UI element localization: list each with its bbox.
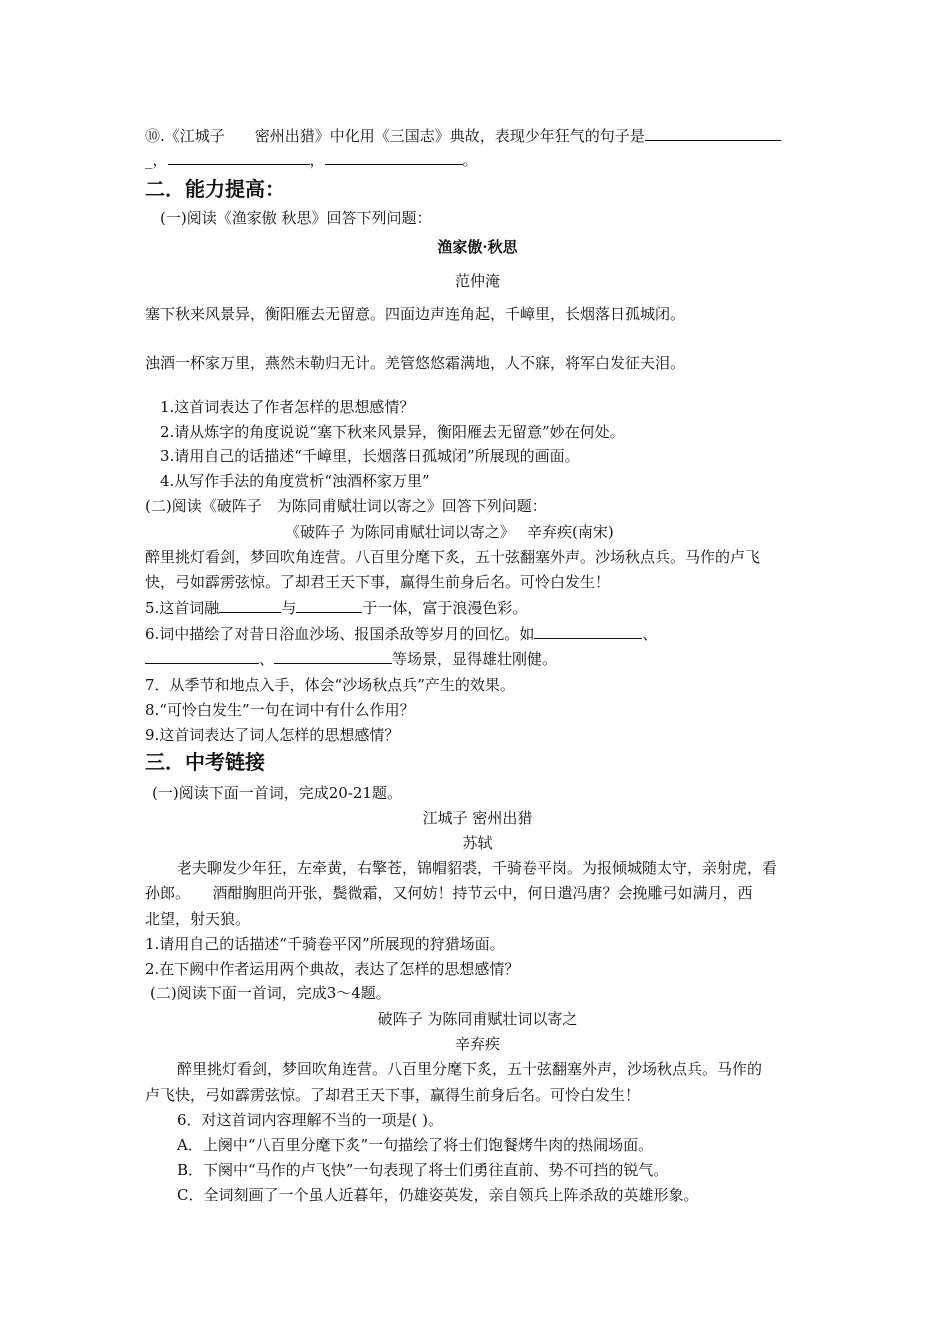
q5-part-c: 于一体，富于浪漫色彩。 (362, 599, 528, 617)
q10-cont: _， (145, 151, 168, 169)
s3-option-a: A．上阕中“八百里分麾下炙”一句描绘了将士们饱餐烤牛肉的热闹场面。 (177, 1136, 654, 1154)
s2-poem2-text1: 醉里挑灯看剑，梦回吹角连营。八百里分麾下炙，五十弦翻塞外声。沙场秋点兵。马作的卢飞 (145, 548, 761, 566)
s3-part1-intro: (一)阅读下面一首词，完成20-21题。 (152, 784, 402, 802)
s2-q7: 7．从季节和地点入手，体会“沙场秋点兵”产生的效果。 (145, 676, 515, 694)
s3-option-b: B．下阕中“马作的卢飞快”一句表现了将士们勇往直前、势不可挡的锐气。 (177, 1161, 669, 1179)
s3-option-c: C．全词刻画了一个虽人近暮年，仍雄姿英发，亲自领兵上阵杀敌的英雄形象。 (177, 1186, 699, 1204)
s3-part2-intro: (二)阅读下面一首词，完成3～4题。 (150, 984, 391, 1002)
s2-poem1-line1: 塞下秋来风景异，衡阳雁去无留意。四面边声连角起，千嶂里，长烟落日孤城闭。 (145, 305, 686, 323)
q6-blank-2[interactable] (145, 649, 259, 664)
q10-text: ⑩.《江城子 密州出猎》中化用《三国志》典故，表现少年狂气的句子是 (145, 127, 645, 145)
s3-poem1-text3: 北望，射天狼。 (145, 910, 251, 928)
section3-heading: 三．中考链接 (145, 750, 265, 774)
s2-poem1-author: 范仲淹 (454, 272, 500, 290)
q10-blank-2[interactable] (168, 150, 310, 165)
s3-poem1-text2: 孙郎。 酒酣胸胆尚开张，鬓微霜，又何妨！持节云中，何日遣冯唐？会挽雕弓如满月，西 (145, 884, 753, 902)
s2-question-2: 2.请从炼字的角度说说“塞下秋来风景异，衡阳雁去无留意”妙在何处。 (160, 423, 625, 441)
s3-poem2-title: 破阵子 为陈同甫赋壮词以寄之 (377, 1010, 578, 1028)
s3-poem2-author: 辛弃疾 (454, 1035, 500, 1053)
q10-end: 。 (462, 151, 478, 169)
q5-blank-2[interactable] (296, 598, 362, 613)
s3-poem1-title: 江城子 密州出猎 (422, 809, 533, 827)
q6-part-d: 等场景，显得雄壮刚健。 (392, 650, 558, 668)
s2-question-3: 3.请用自己的话描述“千嶂里，长烟落日孤城闭”所展现的画面。 (160, 447, 580, 465)
s2-q9: 9.这首词表达了词人怎样的思想感情？ (145, 726, 400, 744)
q10-line (145, 126, 815, 146)
s2-q6-line (145, 624, 815, 644)
section2-heading: 二．能力提高： (145, 177, 285, 201)
s2-poem2-header: 《破阵子 为陈同甫赋壮词以寄之》 辛弃疾(南宋) (285, 523, 614, 541)
s3-q1: 1.请用自己的话描述“千骑卷平冈”所展现的狩猎场面。 (145, 935, 505, 953)
s2-q8: 8.“可怜白发生”一句在词中有什么作用？ (145, 701, 415, 719)
s2-poem1-line2: 浊酒一杯家万里，燕然未勒归无计。羌管悠悠霜满地，人不寐，将军白发征夫泪。 (145, 354, 686, 372)
q10-line-2 (145, 150, 815, 170)
s3-poem1-author: 苏轼 (462, 834, 493, 852)
s3-q6: 6．对这首词内容理解不当的一项是( )。 (177, 1111, 444, 1129)
s2-poem2-text2: 快，弓如霹雳弦惊。了却君王天下事，赢得生前身后名。可怜白发生！ (145, 573, 611, 591)
s3-q2: 2.在下阙中作者运用两个典故，表达了怎样的思想感情？ (145, 960, 520, 978)
q6-part-a: 6.词中描绘了对昔日浴血沙场、报国杀敌等岁月的回忆。如 (145, 625, 535, 643)
q6-part-b: 、 (642, 625, 658, 643)
q5-part-a: 5.这首词融 (145, 599, 220, 617)
q5-part-b: 与 (281, 599, 297, 617)
s2-q6-line-2 (145, 649, 815, 669)
q5-blank-1[interactable] (219, 598, 281, 613)
q6-blank-3[interactable] (274, 649, 392, 664)
s2-part2-intro: (二)阅读《破阵子 为陈同甫赋壮词以寄之》回答下列问题： (145, 497, 547, 515)
q10-blank-1[interactable] (645, 126, 781, 141)
s2-q5-line (145, 598, 815, 618)
q6-part-c: 、 (259, 650, 275, 668)
s2-question-4: 4.从写作手法的角度赏析“浊酒杯家万里” (160, 472, 430, 490)
s2-part1-intro: (一)阅读《渔家傲 秋思》回答下列问题： (160, 209, 432, 227)
s3-poem2-text1: 醉里挑灯看剑，梦回吹角连营。八百里分麾下炙，五十弦翻塞外声，沙场秋点兵。马作的 (177, 1060, 763, 1078)
s2-question-1: 1.这首词表达了作者怎样的思想感情？ (160, 398, 415, 416)
s3-poem1-text1: 老夫聊发少年狂，左牵黄，右擎苍，锦帽貂裘，千骑卷平岗。为报倾城随太守，亲射虎，看 (177, 859, 778, 877)
q10-blank-3[interactable] (325, 150, 463, 165)
s2-poem1-title: 渔家傲·秋思 (437, 238, 518, 256)
s3-poem2-text2: 卢飞快，弓如霹雳弦惊。了却君王天下事，赢得生前身后名。可怜白发生！ (145, 1086, 641, 1104)
q10-comma: ， (309, 151, 325, 169)
q6-blank-1[interactable] (534, 624, 642, 639)
